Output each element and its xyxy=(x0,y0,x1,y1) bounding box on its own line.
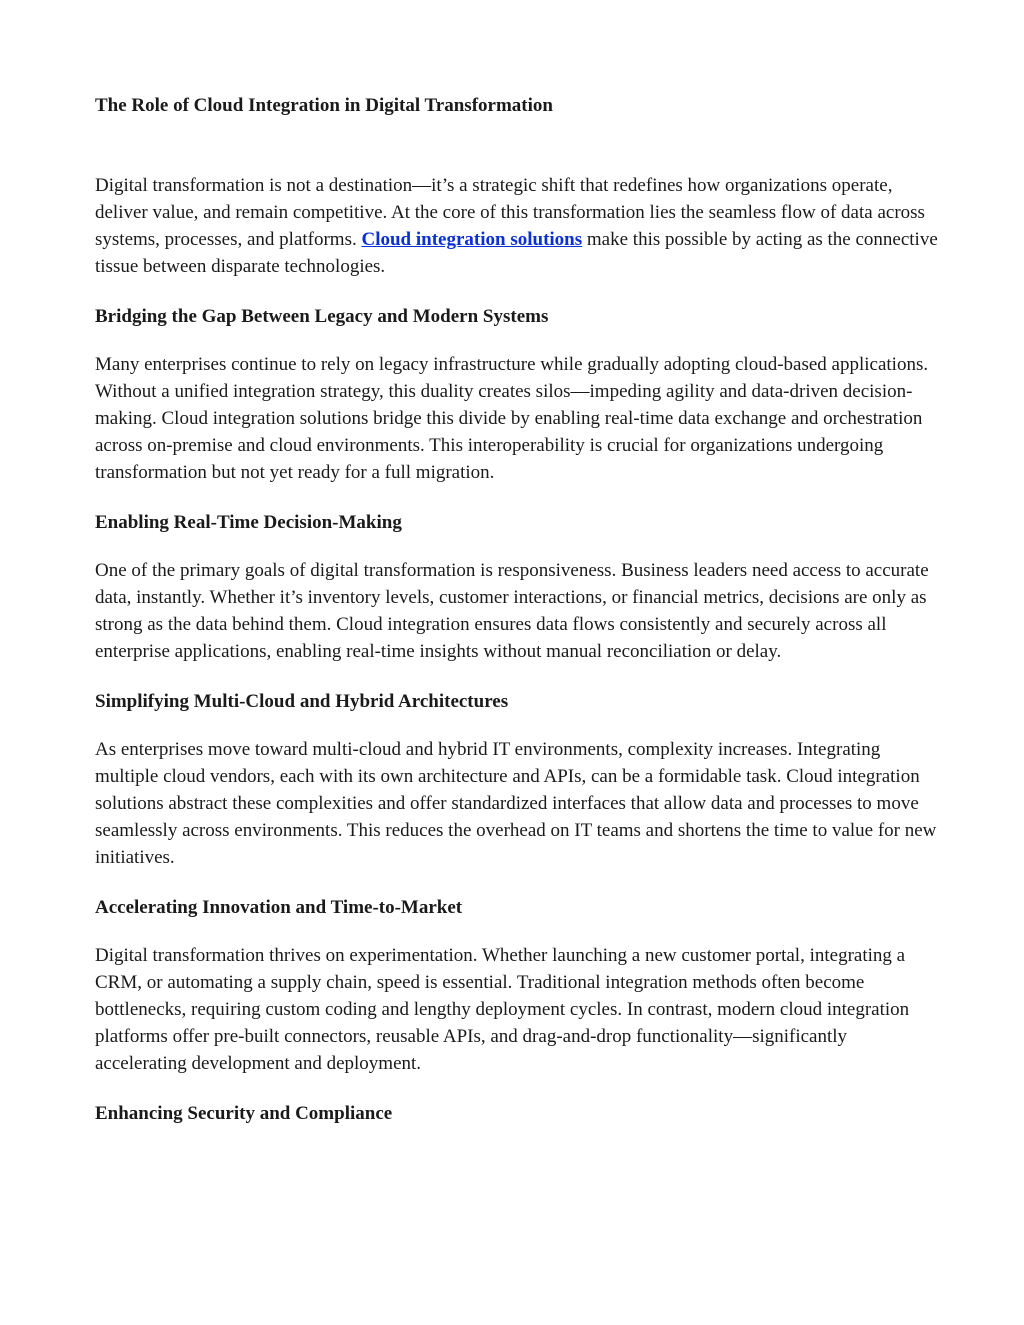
section-body-real-time: One of the primary goals of digital transformation is responsiveness. Business leaders need access to accurate data, instantly. Whether it’s inventory levels, customer interactions, or financial metrics, decisions are only as strong as the data behind them. Cloud integration ensures data flows consistently and securely across all enterprise applications, enabling real-time insights without manual reconciliation or delay. xyxy=(95,560,929,662)
section-heading-legacy-modern: Bridging the Gap Between Legacy and Modern Systems xyxy=(95,306,549,327)
cloud-integration-solutions-link[interactable]: Cloud integration solutions xyxy=(361,229,583,250)
section-heading-security: Enhancing Security and Compliance xyxy=(95,1103,393,1124)
section-heading-multi-cloud: Simplifying Multi-Cloud and Hybrid Architectures xyxy=(95,691,509,712)
section-body-multi-cloud: As enterprises move toward multi-cloud and hybrid IT environments, complexity increases. Integrating multiple cloud vendors, each with its own architecture and APIs, can be a formidable task. Cloud integration solutions abstract these complexities and offer standardized interfaces that allow data and processes to move seamlessly across environments. This reduces the overhead on IT teams and shortens the time to value for new initiatives. xyxy=(95,739,937,868)
section-body-innovation: Digital transformation thrives on experimentation. Whether launching a new customer portal, integrating a CRM, or automating a supply chain, speed is essential. Traditional integration methods often become bottlenecks, requiring custom coding and lengthy deployment cycles. In contrast, modern cloud integration platforms offer pre-built connectors, reusable APIs, and drag-and-drop functionality—significantly accelerating development and deployment. xyxy=(95,945,910,1074)
section-heading-innovation: Accelerating Innovation and Time-to-Market xyxy=(95,897,463,918)
document-page xyxy=(95,92,940,1148)
intro-text-before-link: Digital transformation is not a destination—it’s a strategic shift that redefines how organizations operate, deliver value, and remain competitive. At the core of this transformation lies the seamless flow of data across systems, processes, and platforms. xyxy=(95,175,925,250)
intro-text-after-link: make this possible by acting as the connective tissue between disparate technologies. xyxy=(95,229,938,277)
section-body-legacy-modern: Many enterprises continue to rely on legacy infrastructure while gradually adopting cloud-based applications. Without a unified integration strategy, this duality creates silos—impeding agility and data-driven decision-making. Cloud integration solutions bridge this divide by enabling real-time data exchange and orchestration across on-premise and cloud environments. This interoperability is crucial for organizations undergoing transformation but not yet ready for a full migration. xyxy=(95,354,929,483)
intro-paragraph xyxy=(95,172,940,280)
document-title: The Role of Cloud Integration in Digital Transformation xyxy=(95,95,553,116)
section-heading-real-time: Enabling Real-Time Decision-Making xyxy=(95,512,402,533)
